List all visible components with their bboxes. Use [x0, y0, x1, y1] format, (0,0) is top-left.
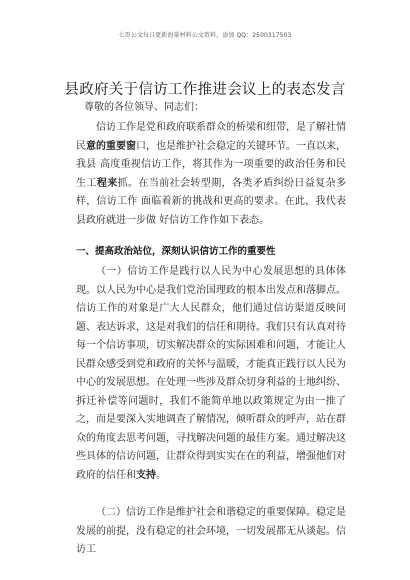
paragraph-intro-bold-a: 意的重要窗 [86, 140, 136, 152]
paragraph-section1-item2: （二）信访工作是维护社会和谐稳定的重要保障。稳定是发展的前提，没有稳定的社会环境，一切发展都无从谈起。信访工 [76, 507, 346, 555]
paragraph-intro-text-a: 信访工作是党和政府联系群众的桥梁和纽带，是了解社情民 [76, 122, 346, 152]
section-heading-1: 一、提高政治站位，深刻认识信访工作的重要性 [76, 246, 276, 257]
paragraph-intro [76, 119, 346, 230]
paragraph-intro-text-b: 口，也是维护社会稳定的关键环节。一直以来，我县 高度重视信访工作，将其作为一项重要的政治任务和民生工 [76, 140, 346, 189]
document-title: 县政府关于信访工作推进会议上的表态发言 [64, 82, 346, 98]
header-note: 七哥公文每日更新海量材料公文资料，添加 QQ：2500317503 [118, 32, 292, 39]
paragraph-intro-text-c: 抓。在当前社会转型期，各类矛盾纠纷日益复杂多样，信访工作 面临着新的挑战和更高的要求。在此，我代表县政府就进一步做 好信访工作作如下表态。 [76, 177, 347, 226]
paragraph-section1-item1 [76, 263, 346, 485]
paragraph-section1-item1-text: （一）信访工作是践行以人民为中心发展思想的具体体现。以人民为中心是我们党治国理政的根本出发点和落脚点。信访工作的对象是广大人民群众，他们通过信访渠道反映问题、表达诉求，这是对我们的信任和期待。我们只有认真对待每一个信访事项，切实解决群众的实际困难和问题，才能让人民群众感受到党和政府的关怀与温暖，才能真正践行以人民为中心的发展思想。在处理一些涉及群众切身利益的土地纠纷、拆迁补偿等问题时，我们不能简单地以政策规定为由一推了之，而是要深入实地调查了解情况，倾听群众的呼声，站在群众的角度去思考问题，寻找解决问题的最佳方案。通过解决这些具体的信访问题，让群众得到实实在在的利益，增强他们对政府的信任和 [76, 266, 346, 481]
paragraph-section1-item1-end: 。 [156, 469, 166, 481]
paragraph-section1-item1-bold: 支持 [136, 469, 156, 481]
paragraph-intro-bold-b: 程来 [96, 177, 118, 189]
salutation: 尊敬的各位领导、同志们： [84, 102, 204, 113]
